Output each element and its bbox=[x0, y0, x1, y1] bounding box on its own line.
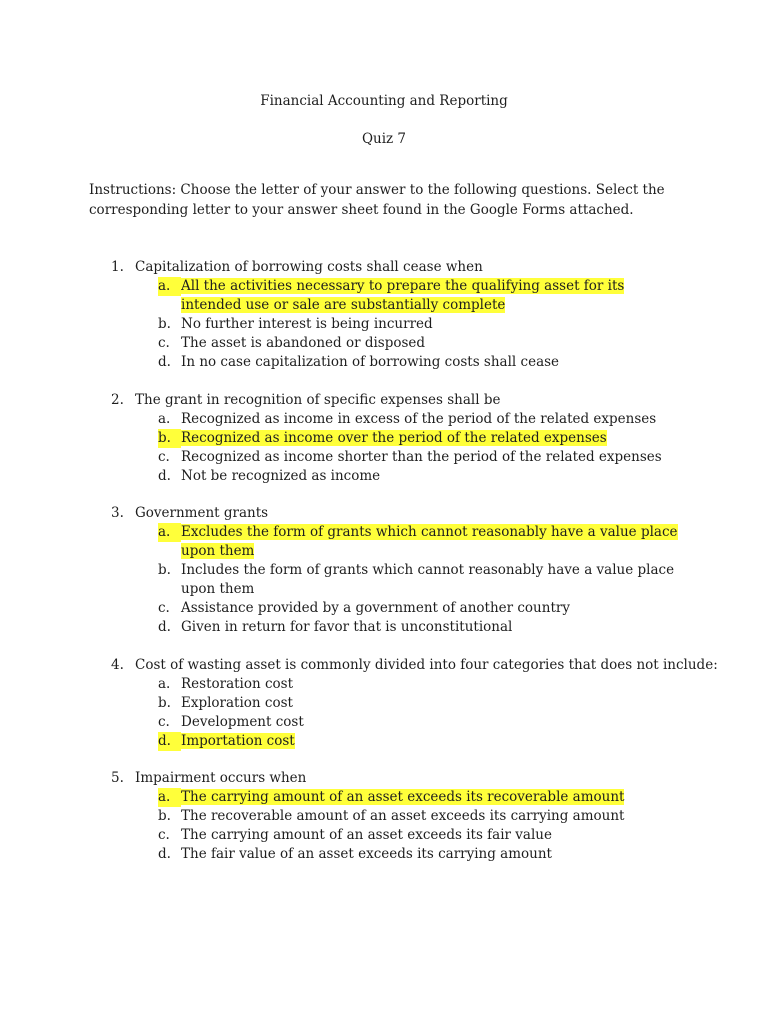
question-item bbox=[0, 391, 768, 486]
question-text: Impairment occurs when bbox=[135, 770, 307, 786]
option-item bbox=[0, 448, 681, 467]
option-text: Exploration cost bbox=[181, 694, 293, 711]
option-letter: c. bbox=[158, 713, 170, 730]
option-text: Importation cost bbox=[181, 732, 295, 749]
option-text: The asset is abandoned or disposed bbox=[181, 335, 426, 351]
option-item bbox=[0, 467, 681, 486]
option-letter: d. bbox=[158, 846, 171, 862]
option-letter: a. bbox=[158, 410, 171, 427]
option-letter: a. bbox=[158, 277, 181, 296]
option-letter: a. bbox=[158, 523, 181, 542]
document-title: Financial Accounting and Reporting bbox=[260, 93, 508, 109]
question-row bbox=[0, 504, 768, 523]
option-text: The carrying amount of an asset exceeds its fair value bbox=[181, 827, 552, 843]
option-text: Recognized as income over the period of the related expenses bbox=[181, 429, 607, 446]
option-text: Development cost bbox=[181, 713, 304, 730]
option-list bbox=[0, 410, 768, 486]
option-item bbox=[0, 713, 681, 732]
option-text: No further interest is being incurred bbox=[181, 316, 433, 332]
option-text: All the activities necessary to prepare the qualifying asset for its intended use or sale are substantially complete bbox=[181, 278, 625, 313]
option-letter: a. bbox=[158, 788, 181, 807]
question-item bbox=[0, 504, 768, 637]
option-item bbox=[0, 334, 681, 353]
option-item bbox=[0, 561, 681, 599]
option-letter: c. bbox=[158, 335, 170, 351]
question-item bbox=[0, 258, 768, 372]
option-item bbox=[0, 315, 681, 334]
option-item bbox=[0, 675, 681, 694]
option-item-highlighted bbox=[0, 277, 681, 315]
option-item bbox=[0, 845, 681, 864]
option-letter: b. bbox=[158, 694, 171, 711]
option-list bbox=[0, 675, 768, 751]
option-item bbox=[0, 599, 681, 618]
option-letter: b. bbox=[158, 316, 171, 332]
option-text: Excludes the form of grants which cannot reasonably have a value place upon them bbox=[181, 524, 678, 559]
option-item bbox=[0, 826, 681, 845]
option-list bbox=[0, 788, 768, 864]
question-row bbox=[0, 258, 768, 277]
instructions-text: Instructions: Choose the letter of your answer to the following questions. Select the corresponding letter to your answer sheet found in the Google Forms attached. bbox=[89, 182, 665, 218]
option-text: Includes the form of grants which cannot reasonably have a value place upon them bbox=[181, 562, 675, 597]
question-number: 4. bbox=[111, 656, 124, 673]
title-block bbox=[0, 92, 768, 149]
option-text: The carrying amount of an asset exceeds its recoverable amount bbox=[181, 789, 625, 805]
question-text: Capitalization of borrowing costs shall cease when bbox=[135, 259, 483, 275]
question-text: Government grants bbox=[135, 505, 269, 521]
question-text: The grant in recognition of specific expenses shall be bbox=[135, 391, 501, 408]
option-text: Assistance provided by a government of another country bbox=[181, 600, 570, 616]
option-letter: b. bbox=[158, 429, 181, 448]
option-letter: c. bbox=[158, 600, 170, 616]
option-text: The recoverable amount of an asset exceeds its carrying amount bbox=[181, 808, 625, 824]
option-letter: d. bbox=[158, 619, 171, 635]
question-number: 2. bbox=[111, 391, 124, 408]
option-item-highlighted bbox=[0, 429, 681, 448]
option-text: Recognized as income shorter than the period of the related expenses bbox=[181, 448, 662, 465]
option-letter: d. bbox=[158, 467, 171, 484]
option-text: Not be recognized as income bbox=[181, 467, 381, 484]
question-list bbox=[0, 258, 768, 883]
option-list bbox=[0, 277, 768, 372]
option-item bbox=[0, 353, 681, 372]
option-text: Given in return for favor that is unconstitutional bbox=[181, 619, 513, 635]
question-text: Cost of wasting asset is commonly divided into four categories that does not include: bbox=[135, 656, 718, 673]
option-item-highlighted bbox=[0, 523, 681, 561]
question-item bbox=[0, 769, 768, 864]
option-item bbox=[0, 694, 681, 713]
question-number: 1. bbox=[111, 259, 124, 275]
option-item bbox=[0, 618, 681, 637]
question-number: 5. bbox=[111, 770, 124, 786]
option-text: In no case capitalization of borrowing costs shall cease bbox=[181, 354, 560, 370]
option-item-highlighted bbox=[0, 788, 681, 807]
option-letter: c. bbox=[158, 827, 170, 843]
quiz-subtitle: Quiz 7 bbox=[361, 131, 407, 147]
option-item bbox=[0, 410, 681, 429]
question-row bbox=[0, 656, 768, 675]
option-item-highlighted bbox=[0, 732, 681, 751]
option-letter: b. bbox=[158, 562, 171, 578]
question-number: 3. bbox=[111, 505, 124, 521]
option-letter: d. bbox=[158, 732, 181, 751]
option-letter: a. bbox=[158, 675, 171, 692]
question-row bbox=[0, 769, 768, 788]
option-item bbox=[0, 807, 681, 826]
option-text: Restoration cost bbox=[181, 675, 294, 692]
question-row bbox=[0, 391, 768, 410]
option-text: Recognized as income in excess of the period of the related expenses bbox=[181, 410, 657, 427]
question-item bbox=[0, 656, 768, 751]
option-letter: c. bbox=[158, 448, 170, 465]
option-text: The fair value of an asset exceeds its carrying amount bbox=[181, 846, 552, 862]
option-letter: b. bbox=[158, 808, 171, 824]
option-list bbox=[0, 523, 768, 637]
option-letter: d. bbox=[158, 354, 171, 370]
